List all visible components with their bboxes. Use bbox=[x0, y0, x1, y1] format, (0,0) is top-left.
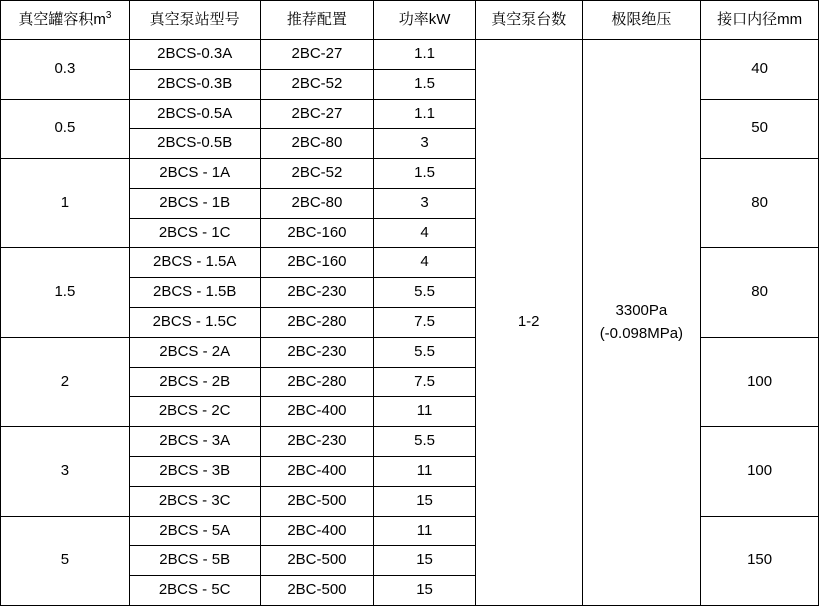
cell-config: 2BC-280 bbox=[260, 308, 374, 338]
cell-config: 2BC-52 bbox=[260, 159, 374, 189]
cell-config: 2BC-27 bbox=[260, 99, 374, 129]
cell-volume: 1 bbox=[1, 159, 130, 248]
cell-model: 2BCS - 2A bbox=[129, 337, 260, 367]
cell-model: 2BCS - 3C bbox=[129, 486, 260, 516]
pressure-value: 3300Pa bbox=[615, 301, 668, 319]
cell-power: 11 bbox=[374, 456, 476, 486]
cell-inlet-diameter: 100 bbox=[701, 337, 819, 426]
header-superscript: 3 bbox=[105, 10, 112, 22]
cell-power: 15 bbox=[374, 576, 476, 606]
cell-power: 3 bbox=[374, 188, 476, 218]
header-pressure bbox=[582, 1, 701, 40]
header-label: 推荐配置 bbox=[286, 10, 347, 28]
cell-model: 2BCS - 5B bbox=[129, 546, 260, 576]
cell-inlet-diameter: 50 bbox=[701, 99, 819, 159]
cell-config: 2BC-230 bbox=[260, 278, 374, 308]
cell-model: 2BCS - 2C bbox=[129, 397, 260, 427]
cell-model: 2BCS-0.5B bbox=[129, 129, 260, 159]
cell-config: 2BC-230 bbox=[260, 427, 374, 457]
cell-config: 2BC-400 bbox=[260, 456, 374, 486]
cell-volume: 2 bbox=[1, 337, 130, 426]
cell-config: 2BC-280 bbox=[260, 367, 374, 397]
cell-config: 2BC-400 bbox=[260, 516, 374, 546]
cell-config: 2BC-27 bbox=[260, 40, 374, 70]
header-model bbox=[129, 1, 260, 40]
cell-power: 11 bbox=[374, 516, 476, 546]
cell-volume: 0.5 bbox=[1, 99, 130, 159]
cell-config: 2BC-160 bbox=[260, 248, 374, 278]
cell-model: 2BCS - 1.5A bbox=[129, 248, 260, 278]
cell-power: 15 bbox=[374, 546, 476, 576]
cell-power: 5.5 bbox=[374, 337, 476, 367]
cell-inlet-diameter: 80 bbox=[701, 159, 819, 248]
header-label: 真空泵台数 bbox=[491, 10, 567, 28]
cell-volume: 0.3 bbox=[1, 40, 130, 100]
cell-model: 2BCS - 1A bbox=[129, 159, 260, 189]
header-volume bbox=[1, 1, 130, 40]
cell-config: 2BC-160 bbox=[260, 218, 374, 248]
header-count bbox=[475, 1, 582, 40]
cell-model: 2BCS-0.3A bbox=[129, 40, 260, 70]
cell-pump-count: 1-2 bbox=[475, 40, 582, 606]
cell-volume: 1.5 bbox=[1, 248, 130, 337]
cell-power: 5.5 bbox=[374, 427, 476, 457]
cell-volume: 5 bbox=[1, 516, 130, 606]
header-label: 接口内径mm bbox=[717, 10, 803, 28]
cell-model: 2BCS - 5A bbox=[129, 516, 260, 546]
cell-power: 5.5 bbox=[374, 278, 476, 308]
table-header bbox=[1, 1, 819, 40]
pressure-gauge-value: (-0.098MPa) bbox=[599, 324, 684, 342]
header-inlet bbox=[701, 1, 819, 40]
cell-inlet-diameter: 100 bbox=[701, 427, 819, 516]
cell-power: 15 bbox=[374, 486, 476, 516]
cell-config: 2BC-500 bbox=[260, 546, 374, 576]
header-label: 极限绝压 bbox=[611, 10, 672, 28]
cell-model: 2BCS-0.5A bbox=[129, 99, 260, 129]
header-power bbox=[374, 1, 476, 40]
cell-power: 1.5 bbox=[374, 159, 476, 189]
cell-power: 1.1 bbox=[374, 99, 476, 129]
cell-config: 2BC-500 bbox=[260, 486, 374, 516]
cell-inlet-diameter: 80 bbox=[701, 248, 819, 337]
table-body bbox=[1, 40, 819, 606]
cell-inlet-diameter: 40 bbox=[701, 40, 819, 100]
cell-config: 2BC-80 bbox=[260, 129, 374, 159]
header-label: 真空罐容积m bbox=[18, 11, 106, 29]
table-row bbox=[1, 40, 819, 70]
cell-power: 3 bbox=[374, 129, 476, 159]
cell-model: 2BCS - 1.5B bbox=[129, 278, 260, 308]
cell-power: 1.5 bbox=[374, 69, 476, 99]
header-row bbox=[1, 1, 819, 40]
cell-inlet-diameter: 150 bbox=[701, 516, 819, 606]
cell-power: 11 bbox=[374, 397, 476, 427]
cell-config: 2BC-400 bbox=[260, 397, 374, 427]
cell-power: 7.5 bbox=[374, 367, 476, 397]
cell-config: 2BC-80 bbox=[260, 188, 374, 218]
cell-config: 2BC-52 bbox=[260, 69, 374, 99]
header-label: 真空泵站型号 bbox=[149, 10, 240, 28]
cell-model: 2BCS - 1B bbox=[129, 188, 260, 218]
header-label: 功率kW bbox=[398, 10, 451, 28]
cell-model: 2BCS - 5C bbox=[129, 576, 260, 606]
cell-power: 4 bbox=[374, 218, 476, 248]
cell-config: 2BC-230 bbox=[260, 337, 374, 367]
cell-volume: 3 bbox=[1, 427, 130, 516]
cell-power: 1.1 bbox=[374, 40, 476, 70]
cell-model: 2BCS - 1C bbox=[129, 218, 260, 248]
cell-ultimate-pressure bbox=[582, 40, 701, 606]
cell-power: 7.5 bbox=[374, 308, 476, 338]
cell-config: 2BC-500 bbox=[260, 576, 374, 606]
cell-power: 4 bbox=[374, 248, 476, 278]
cell-model: 2BCS - 2B bbox=[129, 367, 260, 397]
cell-model: 2BCS - 3A bbox=[129, 427, 260, 457]
header-config bbox=[260, 1, 374, 40]
cell-model: 2BCS - 3B bbox=[129, 456, 260, 486]
cell-model: 2BCS-0.3B bbox=[129, 69, 260, 99]
cell-model: 2BCS - 1.5C bbox=[129, 308, 260, 338]
